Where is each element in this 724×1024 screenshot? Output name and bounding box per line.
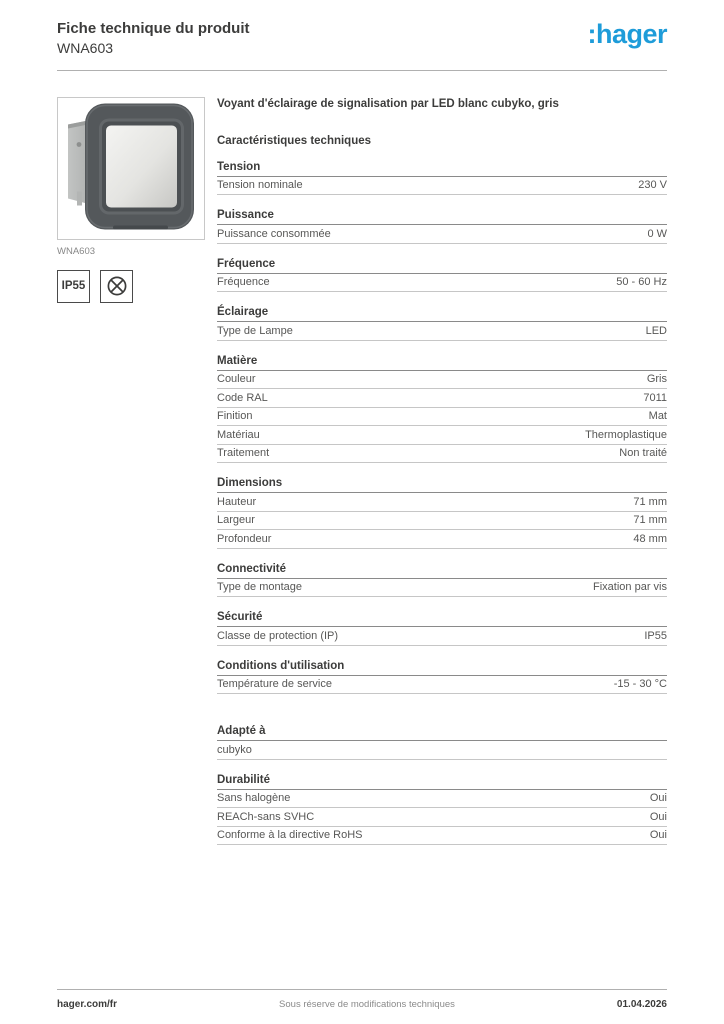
spec-label: Température de service (217, 678, 332, 691)
spec-section-title: Puissance (217, 209, 667, 225)
ip-rating-badge (57, 270, 90, 303)
spec-section-title: Connectivité (217, 563, 667, 579)
spec-row (217, 445, 667, 464)
spec-label: Hauteur (217, 495, 257, 508)
spec-label: Couleur (217, 373, 256, 386)
page-header (0, 0, 724, 57)
spec-sections-container (217, 161, 667, 846)
spec-label: Classe de protection (IP) (217, 629, 339, 642)
spec-label: Tension nominale (217, 179, 303, 192)
spec-rows (217, 493, 667, 549)
spec-value: Mat (648, 410, 667, 423)
footer-website-link[interactable]: hager.com/fr (57, 999, 118, 1010)
product-description: Voyant d'éclairage de signalisation par LED blanc cubyko, gris (217, 97, 559, 110)
spec-row (217, 790, 667, 809)
spec-label: Finition (217, 410, 253, 423)
spec-label: Conforme à la directive RoHS (217, 829, 363, 842)
spec-section-title: Conditions d'utilisation (217, 660, 667, 676)
spec-value: 7011 (643, 391, 667, 404)
specs-column (217, 97, 667, 845)
product-photo-illustration (58, 98, 204, 239)
spec-value: Oui (649, 829, 667, 842)
product-media-column (57, 97, 205, 303)
spec-section (217, 725, 667, 760)
ip-rating-label: IP55 (61, 280, 86, 293)
spec-value: 48 mm (633, 532, 667, 545)
spec-label: Fréquence (217, 276, 270, 289)
product-image (57, 97, 205, 240)
spec-section-title: Fréquence (217, 258, 667, 274)
lamp-symbol-icon (105, 274, 129, 298)
spec-row (217, 371, 667, 390)
spec-value: Thermoplastique (585, 428, 667, 441)
spec-row (217, 322, 667, 341)
spec-section (217, 161, 667, 196)
spec-value: Non traité (619, 447, 667, 460)
spec-section (217, 563, 667, 598)
spec-label: Sans halogène (217, 792, 291, 805)
spec-label: Type de montage (217, 581, 303, 594)
spec-row (217, 408, 667, 427)
spec-value: LED (645, 324, 667, 337)
spec-section-title: Durabilité (217, 774, 667, 790)
spec-row (217, 493, 667, 512)
header-titles (57, 20, 250, 57)
spec-section-title: Sécurité (217, 611, 667, 627)
spec-rows (217, 177, 667, 196)
spec-row (217, 741, 667, 760)
content-area (0, 71, 724, 845)
spec-value: 71 mm (633, 495, 667, 508)
spec-section (217, 209, 667, 244)
spec-value: Oui (649, 810, 667, 823)
spec-section (217, 611, 667, 646)
spec-row (217, 512, 667, 531)
spec-rows (217, 676, 667, 695)
spec-rows (217, 790, 667, 846)
spec-rows (217, 322, 667, 341)
spec-section-title: Tension (217, 161, 667, 177)
spec-label: REACh-sans SVHC (217, 810, 315, 823)
document-title: Fiche technique du produit (57, 20, 250, 37)
hager-logo: :hager (587, 19, 667, 49)
spec-section-title: Adapté à (217, 725, 667, 741)
spec-value: 50 - 60 Hz (616, 276, 667, 289)
spec-value: Fixation par vis (593, 581, 667, 594)
spec-label: Puissance consommée (217, 227, 331, 240)
spec-value: Oui (649, 792, 667, 805)
spec-row (217, 579, 667, 598)
spec-section-title: Éclairage (217, 306, 667, 322)
spec-row (217, 627, 667, 646)
spec-rows (217, 627, 667, 646)
spec-value: 71 mm (633, 514, 667, 527)
page-footer (0, 989, 724, 1010)
footer-row (0, 990, 724, 1010)
spec-section (217, 258, 667, 293)
spec-row (217, 177, 667, 196)
spec-value: Gris (646, 373, 667, 386)
spec-section-title: Matière (217, 355, 667, 371)
specs-heading: Caractéristiques techniques (217, 134, 372, 147)
product-image-caption: WNA603 (57, 245, 96, 257)
product-code: WNA603 (57, 39, 114, 56)
spec-row (217, 274, 667, 293)
spec-row (217, 225, 667, 244)
spec-row (217, 808, 667, 827)
spec-value: 0 W (647, 227, 667, 240)
spec-section (217, 774, 667, 846)
spec-section (217, 306, 667, 341)
spec-rows (217, 274, 667, 293)
spec-rows (217, 371, 667, 464)
spec-rows (217, 741, 667, 760)
spec-row (217, 426, 667, 445)
spec-value: 230 V (638, 179, 667, 192)
spec-row (217, 827, 667, 846)
spec-section (217, 660, 667, 695)
spec-row (217, 676, 667, 695)
spec-rows (217, 225, 667, 244)
spec-label: Matériau (217, 428, 260, 441)
spec-section (217, 477, 667, 549)
spec-label: Code RAL (217, 391, 268, 404)
badge-row (57, 270, 205, 303)
lamp-badge (100, 270, 133, 303)
footer-disclaimer: Sous réserve de modifications techniques (279, 999, 455, 1010)
spec-label: cubyko (217, 743, 252, 756)
spec-section-title: Dimensions (217, 477, 667, 493)
footer-date: 01.04.2026 (616, 999, 667, 1010)
spec-section (217, 355, 667, 464)
spec-label: Largeur (217, 514, 255, 527)
spec-rows (217, 579, 667, 598)
spec-value: IP55 (644, 629, 667, 642)
spec-label: Type de Lampe (217, 324, 293, 337)
spec-value: -15 - 30 °C (613, 678, 667, 691)
spec-label: Traitement (217, 447, 270, 460)
spec-row (217, 389, 667, 408)
spec-label: Profondeur (217, 532, 272, 545)
spec-row (217, 530, 667, 549)
